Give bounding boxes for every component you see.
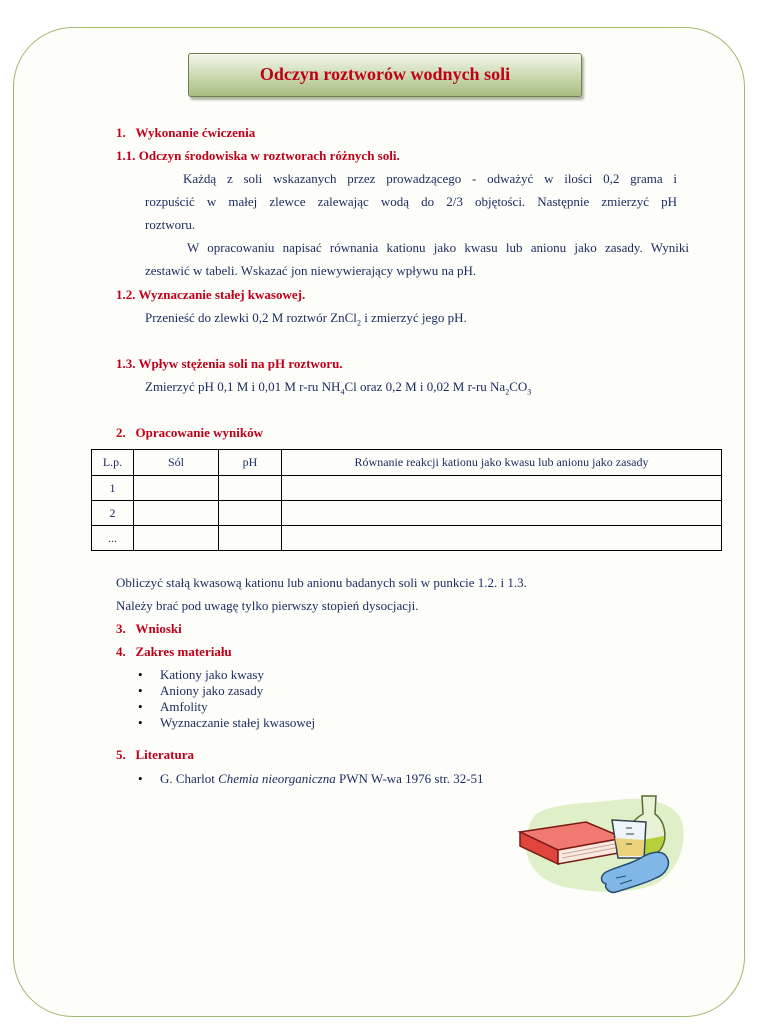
s11-line-5: zestawić w tabeli. Wskazać jon niewywierający wpływu na pH. [145,263,477,278]
header-salt: Sól [134,450,219,476]
s11-line-1: Każdą z soli wskazanych przez prowadzącego - odważyć w ilości 0,2 grama i [183,171,677,186]
s13-sub-2: 2 [505,387,510,397]
list-item: • Kationy jako kwasy [135,667,315,683]
header-equation: Równanie reakcji kationu jako kwasu lub anionu jako zasady [282,450,722,476]
lab-clipart [516,792,688,896]
row-number: 1 [92,476,134,501]
row-number: 2 [92,501,134,526]
section-3-heading: 3. Wnioski [116,621,182,636]
section-1-1-heading: 1.1. Odczyn środowiska w roztworach różnych soli. [116,148,400,163]
list-item: • Amfolity [135,699,315,715]
cell-salt [134,501,219,526]
instruction-line-1: Obliczyć stałą kwasową kationu lub anionu badanych soli w punkcie 1.2. i 1.3. [116,575,527,590]
table-row [92,526,722,551]
literature-details: PWN W-wa 1976 str. 32-51 [335,771,484,786]
section-1-3-heading: 1.3. Wpływ stężenia soli na pH roztworu. [116,356,343,371]
table-header-row [92,450,722,476]
section-1-heading: 1. Wykonanie ćwiczenia [116,125,256,140]
cell-ph [219,476,282,501]
row-number: ... [92,526,134,551]
list-item: • Aniony jako zasady [135,683,315,699]
cell-salt [134,526,219,551]
s12-sub: 2 [356,318,361,328]
cell-salt [134,476,219,501]
literature-author: G. Charlot [160,771,219,786]
s12-text-a: Przenieść do zlewki 0,2 M roztwór ZnCl [145,310,357,325]
table-row [92,476,722,501]
title-banner [188,53,582,97]
literature-title: Chemia nieorganiczna [218,771,336,786]
s13-text-c: CO [509,379,528,394]
section-4-heading: 4. Zakres materiału [116,644,232,659]
s12-text-b: i zmierzyć jego pH. [360,310,467,325]
header-ph: pH [219,450,282,476]
literature-list [135,771,484,787]
cell-ph [219,501,282,526]
results-table [91,449,722,551]
s11-line-3: roztworu. [145,217,196,232]
cell-equation [282,476,722,501]
section-1-2-heading: 1.2. Wyznaczanie stałej kwasowej. [116,287,306,302]
s12-text [145,310,467,328]
scope-list [135,667,315,731]
s13-text-a: Zmierzyć pH 0,1 M i 0,01 M r-ru NH [145,379,341,394]
header-lp: L.p. [92,450,134,476]
s13-sub-3: 3 [527,387,532,397]
s13-text-b: Cl oraz 0,2 M i 0,02 M r-ru Na [344,379,506,394]
cell-equation [282,526,722,551]
s11-line-4: W opracowaniu napisać równania kationu jako kwasu lub anionu jako zasady. Wyniki [187,240,689,255]
cell-equation [282,501,722,526]
s11-line-2: rozpuścić w małej zlewce zalewając wodą do 2/3 objętości. Następnie zmierzyć pH [145,194,677,209]
section-2-heading: 2. Opracowanie wyników [116,425,263,440]
s13-sub-1: 4 [340,387,345,397]
cell-ph [219,526,282,551]
s13-text [145,379,531,397]
section-5-heading: 5. Literatura [116,747,194,762]
instruction-line-2: Należy brać pod uwagę tylko pierwszy stopień dysocjacji. [116,598,419,613]
list-item: • Wyznaczanie stałej kwasowej [135,715,315,731]
page-title: Odczyn roztworów wodnych soli [259,64,511,84]
list-item [135,771,484,787]
table-row [92,501,722,526]
